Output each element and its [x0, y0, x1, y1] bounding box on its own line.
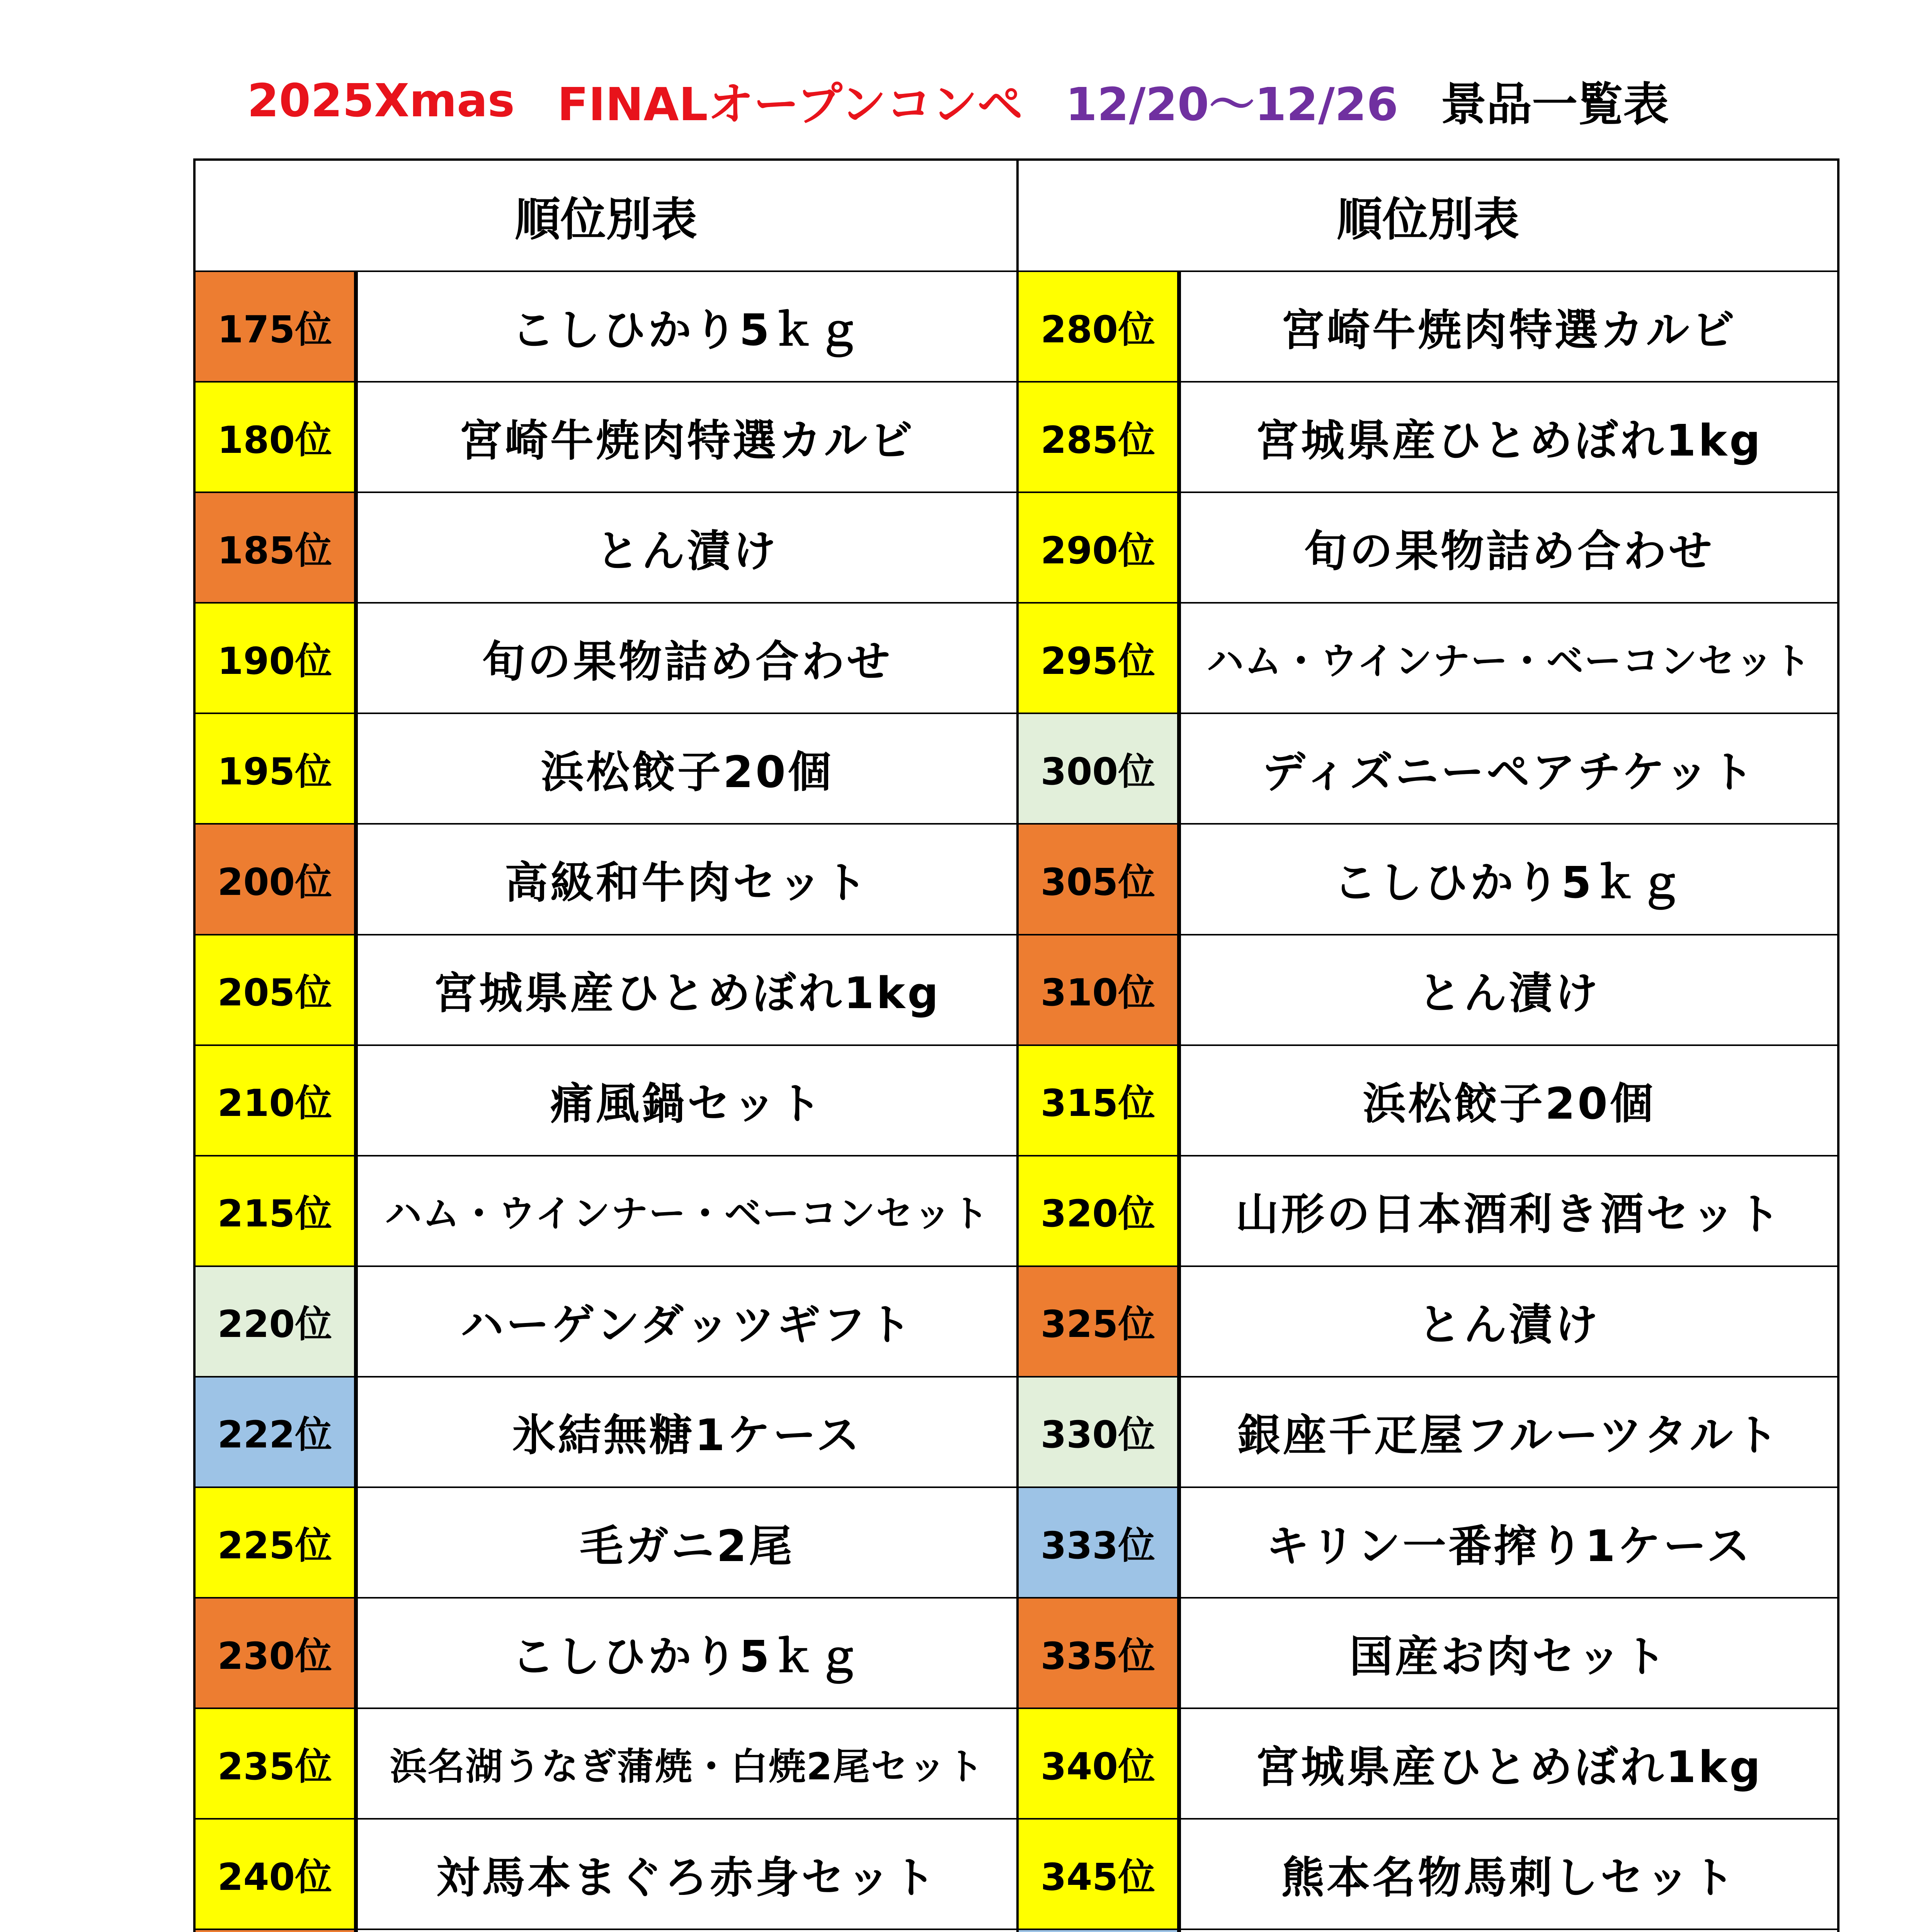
- prize-cell: 銀座千疋屋フルーツタルト: [1237, 1410, 1781, 1461]
- table-row: [196, 383, 1016, 493]
- rank-cell: 335位: [1019, 1599, 1181, 1708]
- table-row: [1019, 714, 1837, 825]
- prize-cell: とん漬け: [1418, 1300, 1600, 1350]
- table-row: [1019, 825, 1837, 935]
- rank-cell: 285位: [1019, 383, 1181, 492]
- column-header: 順位別表: [196, 161, 1016, 272]
- prize-cell: 浜松餃子20個: [541, 747, 834, 798]
- table-row: [1019, 1820, 1837, 1930]
- table-row: [1019, 1378, 1837, 1488]
- table-row: [1019, 1488, 1837, 1599]
- prize-cell: 旬の果物詰め合わせ: [1304, 526, 1714, 577]
- table-row: [1019, 272, 1837, 383]
- prize-cell: 宮城県産ひとめぼれ1kg: [433, 968, 941, 1019]
- table-row: [196, 1156, 1016, 1267]
- prize-cell: 浜名湖うなぎ蒲焼・白焼2尾セット: [390, 1745, 985, 1788]
- table-row: [196, 1488, 1016, 1599]
- prize-cell: 山形の日本酒利き酒セット: [1235, 1189, 1783, 1240]
- table-row: [196, 935, 1016, 1046]
- rank-cell: 220位: [196, 1267, 358, 1376]
- table-row: [1019, 935, 1837, 1046]
- rank-cell: 222位: [196, 1378, 358, 1486]
- rank-cell: 235位: [196, 1709, 358, 1818]
- rank-cell: 175位: [196, 272, 358, 381]
- rank-cell: 325位: [1019, 1267, 1181, 1376]
- rank-cell: 300位: [1019, 714, 1181, 823]
- prize-table: [193, 158, 1839, 1932]
- rank-cell: 185位: [196, 493, 358, 602]
- prize-cell: キリン一番搾り1ケース: [1266, 1521, 1753, 1571]
- column-header: 順位別表: [1019, 161, 1837, 272]
- prize-cell: 痛風鍋セット: [550, 1079, 824, 1129]
- prize-cell: 宮崎牛焼肉特選カルビ: [459, 415, 915, 466]
- table-row: [196, 1378, 1016, 1488]
- rank-cell: [1019, 1930, 1181, 1932]
- table-row: [1019, 493, 1837, 604]
- rank-cell: 320位: [1019, 1156, 1181, 1265]
- prize-cell: [1181, 1930, 1837, 1932]
- rank-cell: 230位: [196, 1599, 358, 1708]
- rank-cell: 315位: [1019, 1046, 1181, 1155]
- table-row: [1019, 1709, 1837, 1820]
- page-title: [0, 54, 1916, 147]
- title-event-name: FINALオープンコンペ: [557, 78, 1023, 131]
- prize-cell: 旬の果物詰め合わせ: [482, 636, 892, 687]
- prize-column-left: [196, 161, 1016, 1932]
- prize-cell: 毛ガニ2尾: [580, 1521, 795, 1571]
- table-row: [196, 493, 1016, 604]
- prize-cell: とん漬け: [1418, 968, 1600, 1019]
- rank-cell: [196, 1930, 358, 1932]
- table-row: [196, 604, 1016, 714]
- table-row: [196, 1046, 1016, 1156]
- title-date-range: 12/20〜12/26: [1065, 78, 1399, 131]
- table-row: [196, 272, 1016, 383]
- rank-cell: 290位: [1019, 493, 1181, 602]
- prize-rows: [1019, 272, 1837, 1932]
- prize-cell: こしひかり5ｋｇ: [511, 305, 863, 355]
- table-row: [1019, 1046, 1837, 1156]
- title-list-label: 景品一覧表: [1441, 78, 1669, 131]
- table-row: [196, 714, 1016, 825]
- rank-cell: 280位: [1019, 272, 1181, 381]
- rank-cell: 240位: [196, 1820, 358, 1929]
- table-row: [1019, 383, 1837, 493]
- prize-cell: こしひかり5ｋｇ: [511, 1631, 863, 1682]
- prize-cell: 浜松餃子20個: [1363, 1079, 1656, 1129]
- rank-cell: 225位: [196, 1488, 358, 1597]
- prize-cell: とん漬け: [596, 526, 778, 577]
- prize-cell: ハム・ウインナー・ベーコンセット: [385, 1192, 990, 1236]
- prize-cell: 高級和牛肉セット: [505, 858, 870, 908]
- table-row: [1019, 1599, 1837, 1709]
- prize-cell: 宮崎牛焼肉特選カルビ: [1281, 305, 1737, 355]
- table-row: [196, 825, 1016, 935]
- rank-cell: 205位: [196, 935, 358, 1044]
- rank-cell: 215位: [196, 1156, 358, 1265]
- table-row: [196, 1599, 1016, 1709]
- rank-cell: 180位: [196, 383, 358, 492]
- table-row: [196, 1930, 1016, 1932]
- table-row: [1019, 604, 1837, 714]
- prize-cell: ハーゲンダッツギフト: [460, 1300, 914, 1350]
- prize-cell: 氷結無糖1ケース: [512, 1410, 862, 1461]
- table-row: [1019, 1930, 1837, 1932]
- prize-cell: 宮城県産ひとめぼれ1kg: [1255, 1742, 1763, 1793]
- prize-cell: 宮城県産ひとめぼれ1kg: [1255, 415, 1763, 466]
- table-row: [196, 1820, 1016, 1930]
- prize-cell: 国産お肉セット: [1349, 1631, 1669, 1682]
- rank-cell: 345位: [1019, 1820, 1181, 1929]
- rank-cell: 295位: [1019, 604, 1181, 713]
- title-event-year: 2025Xmas: [247, 74, 515, 127]
- rank-cell: 200位: [196, 825, 358, 934]
- rank-cell: 190位: [196, 604, 358, 713]
- table-row: [1019, 1156, 1837, 1267]
- rank-cell: 195位: [196, 714, 358, 823]
- rank-cell: 305位: [1019, 825, 1181, 934]
- rank-cell: 310位: [1019, 935, 1181, 1044]
- prize-cell: [358, 1930, 1016, 1932]
- table-row: [196, 1267, 1016, 1378]
- prize-column-right: [1016, 161, 1837, 1932]
- prize-cell: 対馬本まぐろ赤身セット: [436, 1852, 938, 1903]
- rank-cell: 340位: [1019, 1709, 1181, 1818]
- prize-cell: 熊本名物馬刺しセット: [1281, 1852, 1737, 1903]
- prize-cell: ディズニーペアチケット: [1262, 747, 1756, 798]
- rank-cell: 330位: [1019, 1378, 1181, 1486]
- rank-cell: 210位: [196, 1046, 358, 1155]
- table-row: [196, 1709, 1016, 1820]
- table-row: [1019, 1267, 1837, 1378]
- rank-cell: 333位: [1019, 1488, 1181, 1597]
- prize-rows: [196, 272, 1016, 1932]
- prize-cell: こしひかり5ｋｇ: [1333, 858, 1685, 908]
- prize-cell: ハム・ウインナー・ベーコンセット: [1206, 639, 1812, 683]
